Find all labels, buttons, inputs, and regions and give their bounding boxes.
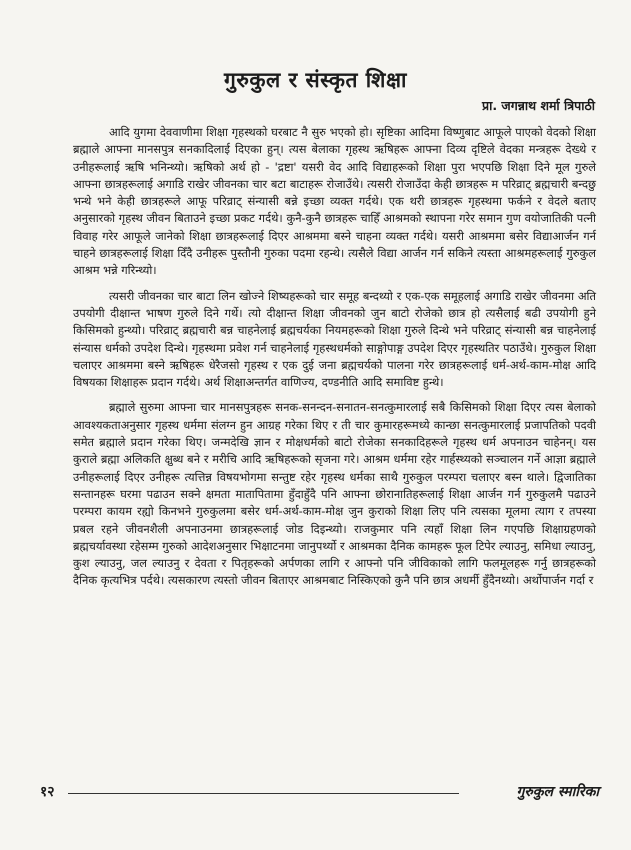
paragraph-3: ब्रह्माले सुरुमा आफ्ना चार मानसपुत्रहरू सनक-सनन्दन-सनातन-सनत्कुमारलाई सबै किसिमको शिक्षा दिएर त्यस बेलाको आवश्यकताअनुसार गृहस्थ धर्ममा संलग्न हुन आग्रह गरेका थिए र ती चार कुमारहरूमध्ये कान्छा सनत्कुमारलाई प्रजापतिको पदवी समेत ब्रह्माले प्रदान गरेका थिए। जन्मदेखि ज्ञान र मोक्षधर्मको बाटो रोजेका सनकादिहरूले गृहस्थ धर्म अपनाउन चाहेनन्। यस कुराले ब्रह्मा अलिकति क्षुब्ध बने र मरीचि आदि ऋषिहरूको सृजना गरे। आश्रम धर्ममा रहेर गार्हस्थ्यको सञ्चालन गर्ने आज्ञा ब्रह्माले उनीहरूलाई दिएर उनीहरू त्यत्तिन्न विषयभोगमा सन्तुष्ट रहेर गृहस्थ धर्मका साथै गुरुकुल परम्परा चलाएर बस्न थाले। द्विजातिका सन्तानहरू घरमा पढाउन सक्ने क्षमता मातापितामा हुँदाहुँदै पनि आफ्ना छोरानातिहरूलाई शिक्षा आर्जन गर्न गुरुकुलमै पढाउने परम्परा कायम रह्यो किनभने गुरुकुलमा बसेर धर्म-अर्थ-काम-मोक्ष जुन कुराको शिक्षा लिए पनि त्यसका मूलमा त्याग र तपस्या प्रबल रहने जीवनशैली अपनाउनमा छात्रहरूलाई जोड दिइन्थ्यो। राजकुमार पनि त्यहाँ शिक्षा लिन गएपछि शिक्षाग्रहणको ब्रह्मचर्यावस्था रहेसम्म गुरुको आदेशअनुसार भिक्षाटनमा जानुपर्थ्यो र आश्रमका दैनिक कामहरू फूल टिपेर ल्याउनु, समिधा ल्याउनु, कुश ल्याउनु, जल ल्याउनु र देवता र पितृहरूको अर्पणका लागि र आफ्नो पनि जीविकाको लागि फलमूलहरू गर्नु छात्रहरूको दैनिक कृत्यभित्र पर्दथे। त्यसकारण त्यस्तो जीवन बिताएर आश्रमबाट निस्किएको कुनै पनि छात्र अधर्मी हुँदैनथ्यो। अर्थोपार्जन गर्दा र — [73, 400, 596, 588]
article-body — [73, 124, 596, 598]
paragraph-1: आदि युगमा देववाणीमा शिक्षा गृहस्थको घरबाट नै सुरु भएको हो। सृष्टिका आदिमा विष्णुबाट आफूले पाएको वेदको शिक्षा ब्रह्माले आफ्ना मानसपुत्र सनकादिलाई दिएका हुन्। त्यस बेलाका गृहस्थ ऋषिहरू आफ्ना दिव्य दृष्टिले वेदका मन्त्रहरू देख्थे र उनीहरूलाई ऋषि भनिन्थ्यो। ऋषिको अर्थ हो - 'द्रष्टा' यसरी वेद आदि विद्याहरूको शिक्षा पुरा भएपछि शिक्षा दिने मूल गुरुले आफ्ना छात्रहरूलाई अगाडि राखेर जीवनका चार बटा बाटाहरू रोजाउँथे। त्यसरी रोजाउँदा केही छात्रहरू म परिव्राट् ब्रह्मचारी बन्दछु भन्थे भने केही छात्रहरूले आफू परिव्राट् संन्यासी बन्ने इच्छा व्यक्त गर्दथे। एक थरी छात्रहरू गृहस्थमा फर्कने र वेदले बताए अनुसारको गृहस्थ जीवन बिताउने इच्छा प्रकट गर्दथे। कुनै-कुनै छात्रहरू चाहिँ आश्रमको स्थापना गरेर समान गुण वयोजातिकी पत्नी विवाह गरेर आफूले जानेको शिक्षा छात्रहरूलाई दिएर आश्रममा बस्ने चाहना व्यक्त गर्दथे। यसरी आश्रममा बसेर विद्याआर्जन गर्न चाहने छात्रहरूलाई शिक्षा दिँदै उनीहरू पुस्तौनी गुरुका पदमा रहन्थे। त्यसैले विद्या आर्जन गर्न सकिने त्यस्ता आश्रमहरूलाई गुरुकुल आश्रम भन्ने गरिन्थ्यो। — [73, 125, 596, 278]
paragraph-2: त्यसरी जीवनका चार बाटा लिन खोज्ने शिष्यहरूको चार समूह बन्दथ्यो र एक-एक समूहलाई अगाडि राखेर जीवनमा अति उपयोगी दीक्षान्त भाषण गुरुले दिने गर्थे। त्यो दीक्षान्त शिक्षा जीवनको जुन बाटो रोजेको छात्र हो त्यसैलाई बढी उपयोगी हुने किसिमको हुन्थ्यो। परिव्राट् ब्रह्मचारी बन्न चाहनेलाई ब्रह्मचर्यका नियमहरूको शिक्षा गुरुले दिन्थे भने परिव्राट् संन्यासी बन्न चाहनेलाई संन्यास धर्मको उपदेश दिन्थे। गृहस्थमा प्रवेश गर्न चाहनेलाई गृहस्थधर्मको साङ्गोपाङ्ग उपदेश दिएर गृहस्थतिर पठाउँथे। गुरुकुल शिक्षा चलाएर आश्रममा बस्ने ऋषिहरू धेरैजसो गृहस्थ र एक दुई जना ब्रह्मचर्यको पालना गरेर छात्रहरूलाई धर्म-अर्थ-काम-मोक्ष आदि विषयका शिक्षाहरू प्रदान गर्दथे। अर्थ शिक्षाअन्तर्गत वाणिज्य, दण्डनीति आदि समाविष्ट हुन्थे। — [73, 288, 596, 390]
article-title: गुरुकुल र संस्कृत शिक्षा — [224, 68, 407, 92]
publication-name: गुरुकुल स्मारिका — [516, 784, 599, 800]
footer-divider — [68, 793, 459, 794]
page-footer — [40, 782, 599, 804]
page-number: १२ — [40, 784, 55, 800]
article-author: प्रा. जगन्नाथ शर्मा त्रिपाठी — [481, 98, 595, 113]
